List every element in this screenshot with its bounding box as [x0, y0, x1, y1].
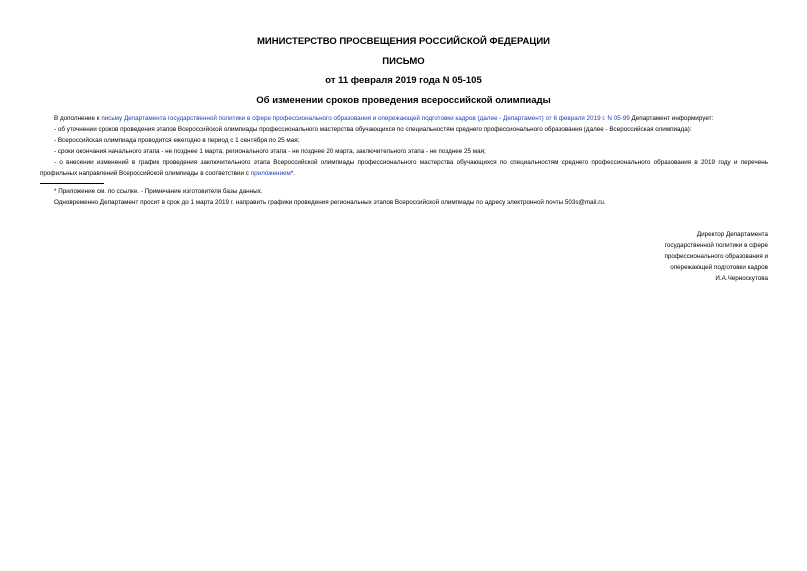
signature-line: государственной политики в сфере: [664, 242, 768, 249]
signature-line: Директор Департамента: [696, 231, 768, 238]
intro-text-before: В дополнение к: [54, 115, 102, 122]
schedule-text-before: - о внесении изменений в график проведения заключительного этапа Всероссийской олимпиады профессионального мастерства обучающихся по специальностям среднего профессионального образования в 2019 году и перечень профильных направлений Всероссийской олимпиады в соответствии с: [40, 159, 768, 177]
footnote-divider: [40, 183, 104, 184]
signature-line: профессионального образования и: [664, 253, 768, 260]
appendix-link[interactable]: приложением: [250, 170, 291, 177]
document-subject: Об изменении сроков проведения всероссийской олимпиады: [256, 95, 551, 106]
intro-paragraph: [40, 113, 768, 124]
ministry-heading: МИНИСТЕРСТВО ПРОСВЕЩЕНИЯ РОССИЙСКОЙ ФЕДЕРАЦИИ: [256, 36, 551, 47]
signature-block: [664, 229, 768, 284]
list-item-period: - Всероссийская олимпиада проводится ежегодно в период с 1 сентября по 25 мая;: [54, 137, 300, 144]
signature-name: И.А.Черноскутова: [715, 275, 768, 282]
signature-line: опережающей подготовки кадров: [670, 264, 768, 271]
document-type: ПИСЬМО: [382, 56, 425, 67]
footnote-text: * Приложение см. по ссылке. - Примечание изготовителя базы данных.: [54, 188, 263, 195]
list-item-schedule-changes: [40, 157, 768, 179]
intro-text-after: Департамент информирует:: [629, 115, 714, 122]
list-item-deadlines: - сроки окончания начального этапа - не позднее 1 марта, регионального этапа - не позднее 20 марта, заключительного этапа - не позднее 25 мая;: [54, 148, 486, 155]
closing-paragraph: Одновременно Департамент просит в срок до 1 марта 2019 г. направить графики проведения региональных этапов Всероссийской олимпиады по адресу электронной почты 503s@mail.ru.: [54, 199, 606, 206]
letter-body: [40, 113, 768, 208]
schedule-text-after: *.: [290, 170, 296, 177]
list-item-clarification: - об уточнении сроков проведения этапов Всероссийской олимпиады профессионального мастерства обучающихся по специальностям среднего профессионального образования (далее - Всероссийская олимпиада):: [54, 126, 692, 133]
reference-letter-link[interactable]: письму Департамента государственной политики в сфере профессионального образования и опережающей подготовки кадров (далее - Департамент) от 6 февраля 2019 г. N 05-99: [101, 115, 630, 122]
document-date-number: от 11 февраля 2019 года N 05-105: [325, 75, 482, 86]
